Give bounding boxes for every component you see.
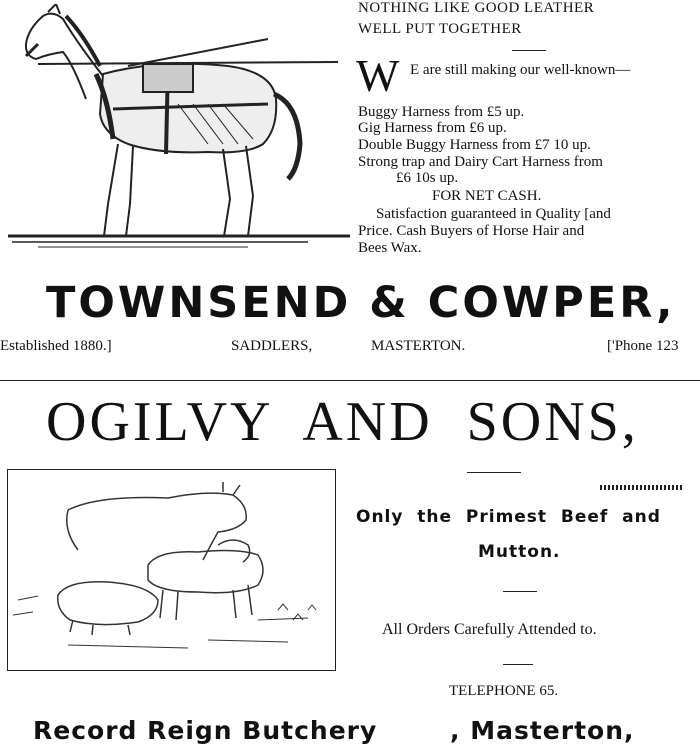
divider bbox=[503, 591, 537, 592]
established: Established 1880.] bbox=[0, 338, 112, 354]
drop-cap: W bbox=[356, 50, 400, 101]
footer-town: , Masterton, bbox=[450, 716, 635, 745]
tagline-line-1: Only the Primest Beef and bbox=[356, 507, 661, 527]
headline-line-1: NOTHING LIKE GOOD LEATHER bbox=[358, 0, 595, 16]
price-item: Strong trap and Dairy Cart Harness from bbox=[358, 154, 603, 170]
satisfaction-line: Price. Cash Buyers of Horse Hair and bbox=[358, 223, 585, 239]
satisfaction-line: Bees Wax. bbox=[358, 240, 422, 256]
town: MASTERTON. bbox=[371, 338, 466, 354]
orders-note: All Orders Carefully Attended to. bbox=[382, 621, 597, 638]
telephone: TELEPHONE 65. bbox=[449, 683, 559, 699]
price-item: Gig Harness from £6 up. bbox=[358, 120, 507, 136]
net-cash: FOR NET CASH. bbox=[432, 188, 542, 204]
price-item: Double Buggy Harness from £7 10 up. bbox=[358, 137, 591, 153]
firm-name: TOWNSEND & COWPER, bbox=[46, 278, 676, 328]
print-mark bbox=[600, 485, 684, 490]
section-divider bbox=[0, 380, 700, 381]
headline-line-2: WELL PUT TOGETHER bbox=[358, 21, 522, 37]
divider bbox=[503, 664, 533, 665]
price-item: £6 10s up. bbox=[396, 170, 459, 186]
firm-name: OGILVY AND SONS, bbox=[46, 391, 639, 453]
divider bbox=[467, 472, 521, 473]
price-item: Buggy Harness from £5 up. bbox=[358, 104, 525, 120]
livestock-illustration bbox=[7, 469, 336, 671]
divider bbox=[512, 50, 546, 51]
horse-illustration bbox=[8, 4, 350, 250]
tagline-line-2: Mutton. bbox=[478, 542, 561, 562]
phone: ['Phone 123 bbox=[607, 338, 679, 354]
trade: SADDLERS, bbox=[231, 338, 313, 354]
intro-text: E are still making our well-known— bbox=[410, 62, 631, 78]
satisfaction-line: Satisfaction guaranteed in Quality [and bbox=[376, 206, 611, 222]
footer-business: Record Reign Butchery bbox=[33, 716, 378, 745]
